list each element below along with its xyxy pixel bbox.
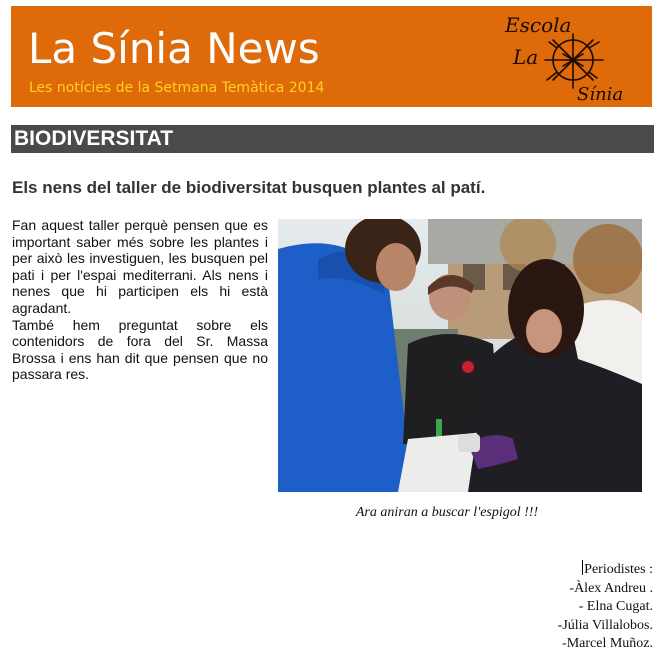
section-title: BIODIVERSITAT [14,127,174,150]
credits-block [558,560,653,654]
logo-word-escola: Escola [505,13,572,37]
article-headline: Els nens del taller de biodiversitat busquen plantes al patí. [12,178,486,197]
credit-name: -Marcel Muñoz. [562,636,653,652]
credit-name: -Júlia Villalobos. [557,617,653,633]
article-paragraph: També hem preguntat sobre els contenidors de fora del Sr. Massa Brossa i ens han dit que pensen que no passara res. [12,316,268,383]
masthead-banner [11,6,652,107]
photo-children-schoolyard [278,219,642,492]
credit-name: - Elna Cugat. [578,599,653,615]
article-paragraph: Fan aquest taller perquè pensen que es important saber més sobre les plantes i per això les investiguen, les busquen pel pati i per l'espai mediterrani. Als nens i nenes que hi participen els hi està agradant. [12,217,268,316]
logo-word-sinia: Sínia [577,84,624,104]
credits-heading-row [558,560,653,580]
article-body [12,217,268,383]
text-cursor [582,560,583,575]
newsletter-title: La Sínia News [28,24,320,73]
article-photo [278,219,642,492]
section-header-bar [11,125,654,153]
newsletter-subtitle: Les notícies de la Setmana Temàtica 2014 [29,80,325,96]
credits-heading: Periodistes : [584,562,653,577]
photo-caption: Ara aniran a buscar l'espigol !!! [355,505,539,520]
credit-name: -Àlex Andreu . [569,580,653,596]
logo-waterwheel-icon [545,34,603,88]
logo-word-la: La [513,45,539,69]
school-logo [499,8,639,104]
